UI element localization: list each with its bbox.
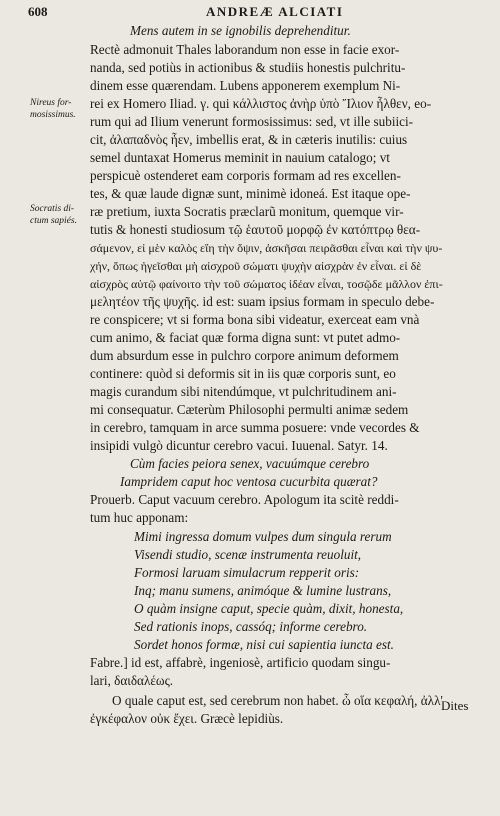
margin-note-line: ctum sapiés. [30, 216, 77, 226]
text-line: insipidi vulgò dicuntur cerebro vacui. Iuuenal. Satyr. 14. [90, 438, 388, 453]
text-line: magis curandum sibi nitendúmque, vt pulchritudinem ani- [90, 384, 397, 399]
page-number: 608 [28, 4, 48, 19]
text-line: σάμενον, εἰ μὲν καλὸς εἴη τὴν ὄψιν, ἀσκῆσαι πειρᾶσθαι εἶναι καὶ τὴν ψυ- [90, 241, 443, 255]
text-line: O quàm insigne caput, specie quàm, dixit, honesta, [134, 601, 404, 616]
text-line: perspicuè ostenderet eam corporis formam ad res excellen- [90, 168, 401, 183]
text-line: Rectè admonuit Thales laborandum non esse in facie exor- [90, 42, 400, 57]
text-line: Inq; manu sumens, animóque & lumine lustrans, [134, 583, 392, 598]
text-line: lari, δαιδαλέως. [90, 673, 174, 688]
text-line: cit, ἀλαπαδνὸς ἦεν, imbellis erat, & in cæteris inutilis: cuius [90, 132, 408, 147]
text-line: Formosi laruam simulacrum repperit oris: [134, 565, 360, 580]
text-line: Visendi studio, scenæ instrumenta reuoluit, [134, 547, 362, 562]
margin-note-line: mosissimus. [30, 110, 76, 120]
text-line: ræ pretium, iuxta Socratis præclarũ monitum, quemque vir- [90, 204, 404, 219]
text-line: dinem esse quærendam. Lubens apponerem exemplum Ni- [90, 78, 401, 93]
text-line: semel duntaxat Homerus meminit in nauium catalogo; vt [90, 150, 390, 165]
page-header [28, 4, 478, 22]
text-line: Iampridem caput hoc ventosa cucurbita quærat? [120, 474, 378, 489]
catchword: Dites [441, 698, 469, 713]
text-line: tes, & quæ laude dignæ sunt, minimè idoneá. Est itaque ope- [90, 186, 411, 201]
text-line: ἐγκέφαλον οὐκ ἔχει. Græcè lepidiùs. [90, 711, 284, 726]
text-line: μελητέον τῆς ψυχῆς. id est: suam ipsius formam in speculo debe- [90, 294, 435, 309]
margin-note [30, 97, 90, 121]
text-line: Sed rationis inops, cassóq; informe cerebro. [134, 619, 368, 634]
text-line: tum huc apponam: [90, 510, 189, 525]
text-line: Mens autem in se ignobilis deprehenditur. [130, 23, 351, 38]
text-line: rum qui ad Ilium venerunt formosissimus: sed, vt ille subiici- [90, 114, 414, 129]
text-line: O quale caput est, sed cerebrum non habet. ὦ οἵα κεφαλή, ἀλλ' [112, 693, 443, 708]
text-line: dum absurdum esse in pulchro corpore animum deformem [90, 348, 399, 363]
text-line: Cùm facies peiora senex, vacuúmque cerebro [130, 456, 370, 471]
text-line: re conspicere; vt si forma bona sibi videatur, exerceat eam vnà [90, 312, 420, 327]
text-line: Sordet honos formæ, nisi cui sapientia iuncta est. [134, 637, 394, 652]
margin-note-line: Socratis di- [30, 204, 75, 214]
margin-note-line: Nireus for- [30, 98, 72, 108]
text-line: continere: quòd si deformis sit in iis quæ corporis sunt, eo [90, 366, 396, 381]
margin-note [30, 203, 90, 227]
text-line: Mimi ingressa domum vulpes dum singula rerum [134, 529, 392, 544]
text-line: tutis & honesti studiosum τῷ ἑαυτοῦ μορφῷ ἐν κατόπτρῳ θεα- [90, 222, 421, 237]
text-line: rei ex Homero Iliad. γ. qui κάλλιστος ἀνὴρ ὑπὸ Ἴλιον ἦλθεν, eo- [90, 96, 432, 111]
text-line: Prouerb. Caput vacuum cerebro. Apologum ita scitè reddi- [90, 492, 399, 507]
text-line: in cerebro, tamquam in arce summa posuere: vnde vecordes & [90, 420, 420, 435]
text-line: χήν, ὅπως ἡγεῖσθαι μὴ αἰσχροῦ σώματι ψυχὴν αἰσχρὰν ἐν εἶναι. εἰ δὲ [90, 259, 422, 273]
text-line: mi consequatur. Cæterùm Philosophi permulti animæ sedem [90, 402, 409, 417]
text-line: Fabre.] id est, affabrè, ingeniosè, artificio quodam singu- [90, 655, 391, 670]
text-line: αἰσχρὸς αὐτῷ φαίνοιτο τὴν τοῦ σώματος ἰδέαν εἶναι, τοσῷδε μᾶλλον ἐπι- [90, 277, 443, 291]
text-line: nanda, sed potiùs in actionibus & studiis honestis pulchritu- [90, 60, 406, 75]
running-head: ANDREÆ ALCIATI [206, 4, 344, 19]
text-line: cum animo, & faciat quæ forma digna sunt: vt putet admo- [90, 330, 401, 345]
